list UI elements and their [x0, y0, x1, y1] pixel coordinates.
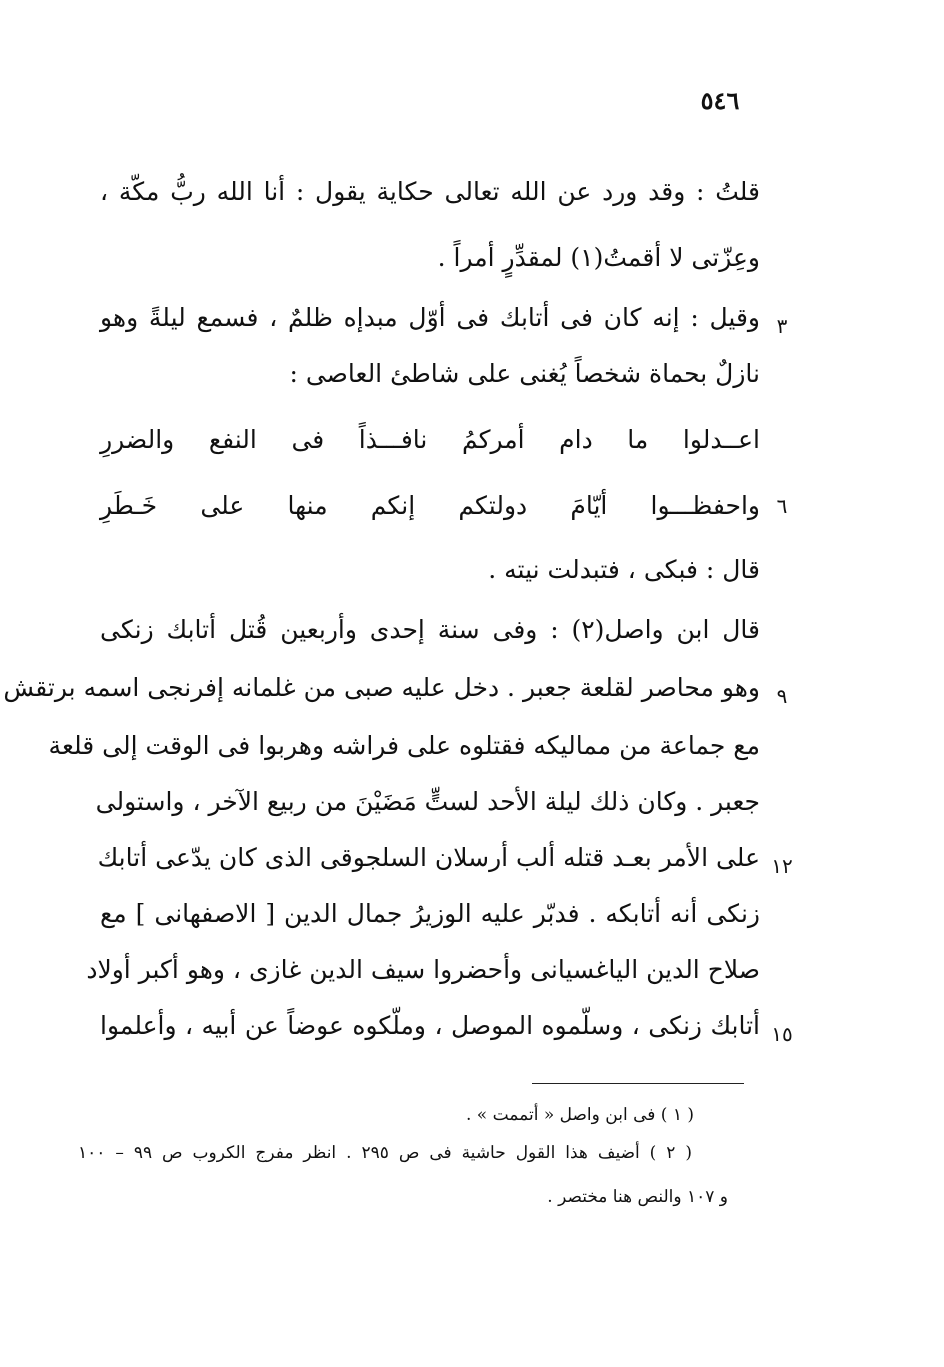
- line-number: ٣: [776, 314, 788, 338]
- verse-word: إنكم: [370, 491, 416, 520]
- poem-verse: [100, 418, 760, 462]
- text-line: وهو محاصر لقلعة جعبر . دخل عليه صبى من غلمانه إفرنجى اسمه برتقش: [3, 673, 760, 702]
- text-line: وعِزّتى لا أقمتُ(١) لمقدِّرٍ أمراً .: [437, 243, 760, 272]
- verse-word: دولتكم: [458, 491, 528, 520]
- footnote: ( ١ ) فى ابن واصل « أتممت » .: [466, 1105, 694, 1125]
- verse-word: أمركمُ: [461, 425, 525, 454]
- text-line: قلتُ : وقد ورد عن الله تعالى حكاية يقول : أنا الله ربُّ مكّة ،: [100, 177, 760, 206]
- verse-word: أيّامَ: [570, 491, 608, 520]
- verse-word: ما: [627, 425, 649, 454]
- verse-word: اعــدلوا: [682, 425, 760, 454]
- footnote: و ١٠٧ والنص هنا مختصر .: [547, 1187, 728, 1207]
- line-number: ١٥: [771, 1022, 793, 1046]
- verse-word: نافـــذاً: [358, 425, 428, 454]
- line-number: ٦: [776, 494, 788, 518]
- text-line: نازلٌ بحماة شخصاً يُغنى على شاطئ العاصى :: [289, 359, 760, 388]
- text-line: زنكى أنه أتابكه . فدبّر عليه الوزيرُ جمال الدين [ الاصفهانى ] مع: [100, 899, 760, 928]
- line-number: ١٢: [771, 854, 793, 878]
- verse-word: فى: [291, 425, 325, 454]
- verse-word: خَـطَرِ: [100, 491, 158, 520]
- text-line: قال : فبكى ، فتبدلت نيته .: [488, 555, 760, 584]
- text-line: مع جماعة من مماليكه فقتلوه على فراشه وهربوا فى الوقت إلى قلعة: [48, 731, 760, 760]
- verse-word: النفع: [208, 425, 257, 454]
- text-line: قال ابن واصل(٢) : وفى سنة إحدى وأربعين قُتل أتابك زنكى: [100, 615, 760, 644]
- verse-word: والضررِ: [100, 425, 175, 454]
- footnote-separator: [532, 1083, 744, 1084]
- text-line: جعبر . وكان ذلك ليلة الأحد لستٍّ مَضَيْنَ من ربيع الآخر ، واستولى: [95, 787, 760, 816]
- text-line: صلاح الدين الياغسيانى وأحضروا سيف الدين غازى ، وهو أكبر أولاد: [86, 955, 760, 984]
- verse-word: على: [200, 491, 245, 520]
- text-line: على الأمر بعـد قتله ألب أرسلان السلجوقى الذى كان يدّعى أتابك: [97, 843, 760, 872]
- line-number: ٩: [776, 684, 788, 708]
- footnote: ( ٢ ) أضيف هذا القول حاشية فى ص ٢٩٥ . انظر مفرج الكروب ص ٩٩ – ١٠٠: [78, 1143, 692, 1163]
- verse-word: منها: [287, 491, 328, 520]
- verse-word: واحفظـــوا: [650, 491, 760, 520]
- page-number: ٥٤٦: [700, 86, 740, 115]
- text-line: وقيل : إنه كان فى أتابك فى أوّل مبدإه ظلمٌ ، فسمع ليلةً وهو: [100, 303, 760, 332]
- poem-verse: [100, 484, 760, 528]
- text-line: أتابك زنكى ، وسلّموه الموصل ، وملّكوه عوضاً عن أبيه ، وأعلموا: [100, 1011, 760, 1040]
- verse-word: دام: [559, 425, 593, 454]
